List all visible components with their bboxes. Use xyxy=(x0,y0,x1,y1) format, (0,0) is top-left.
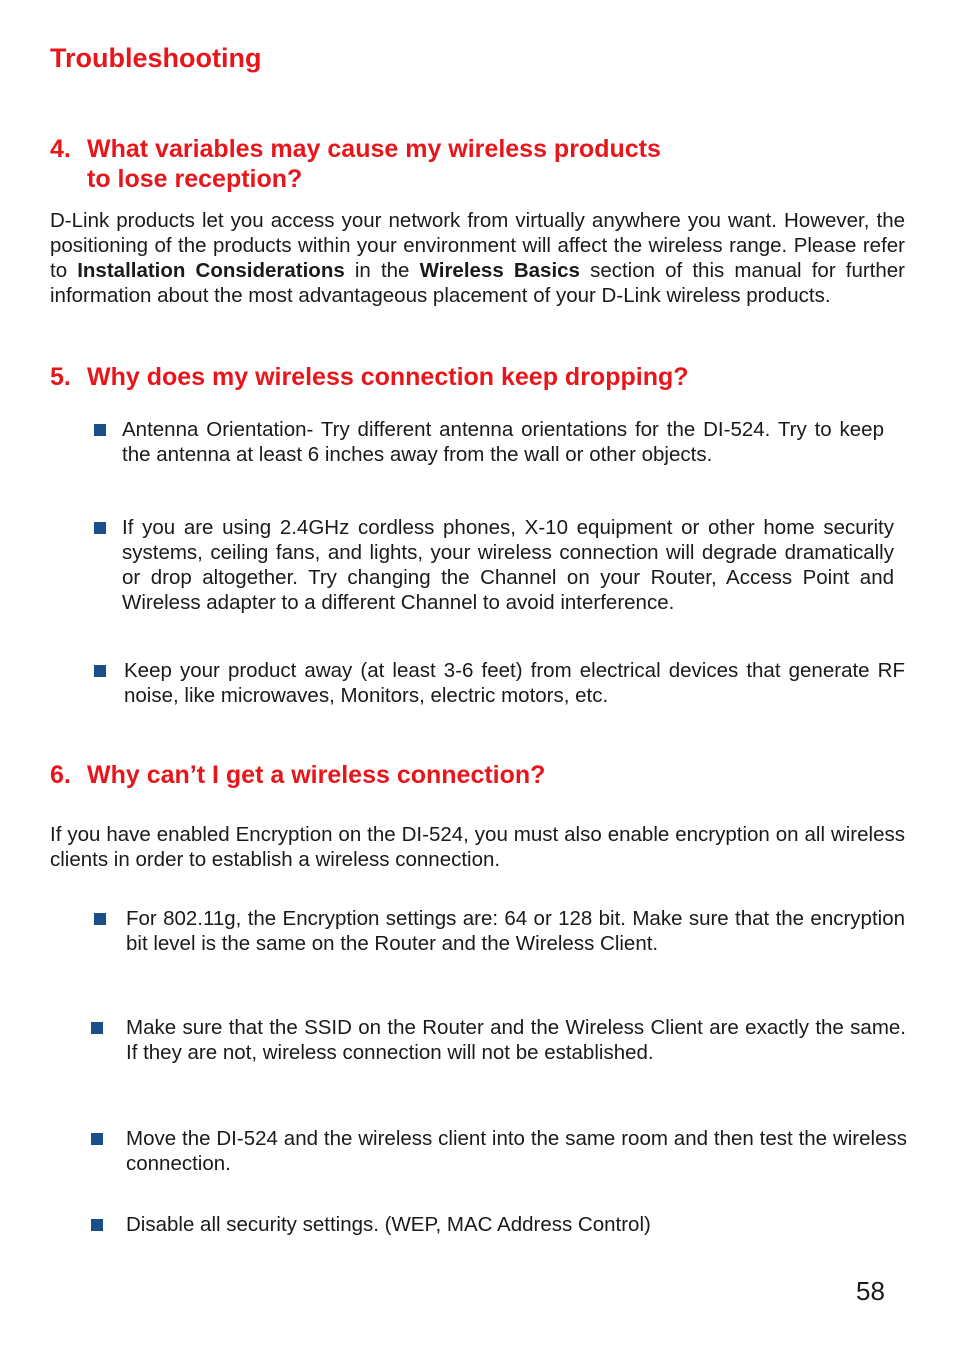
question-4-heading xyxy=(50,134,661,194)
list-item: Disable all security settings. (WEP, MAC Address Control) xyxy=(91,1212,907,1237)
question-title-line2: to lose reception? xyxy=(87,165,303,193)
list-item: Antenna Orientation- Try different antenna orientations for the DI-524. Try to keep the antenna at least 6 inches away from the wall or other objects. xyxy=(94,417,884,467)
page-number: 58 xyxy=(856,1276,885,1306)
question-title: Why can’t I get a wireless connection? xyxy=(87,761,546,789)
square-bullet-icon xyxy=(91,1219,103,1231)
square-bullet-icon xyxy=(94,424,106,436)
square-bullet-icon xyxy=(94,913,106,925)
question-number: 6. xyxy=(50,761,71,789)
list-item: Keep your product away (at least 3-6 feet) from electrical devices that generate RF noise, like microwaves, Monitors, electric motors, etc. xyxy=(94,658,905,708)
installation-considerations-ref: Installation Considerations xyxy=(77,259,345,282)
question-title: Why does my wireless connection keep dropping? xyxy=(87,363,689,391)
square-bullet-icon xyxy=(91,1133,103,1145)
section-title: Troubleshooting xyxy=(50,43,262,73)
square-bullet-icon xyxy=(94,665,106,677)
list-item: Make sure that the SSID on the Router and the Wireless Client are exactly the same. If they are not, wireless connection will not be established. xyxy=(91,1015,906,1065)
question-title-line1: What variables may cause my wireless products xyxy=(87,135,661,163)
square-bullet-icon xyxy=(91,1022,103,1034)
list-item: If you are using 2.4GHz cordless phones, X-10 equipment or other home security systems, ceiling fans, and lights, your wireless connection will degrade dramatically or drop altogether. Try changing the Channel on your Router, Access Point and Wireless adapter to a different Channel to avoid interference. xyxy=(94,515,894,615)
question-6-heading xyxy=(50,760,545,790)
list-item: Move the DI-524 and the wireless client into the same room and then test the wireless connection. xyxy=(91,1126,907,1176)
question-number: 4. xyxy=(50,135,71,163)
question-6-answer: If you have enabled Encryption on the DI-524, you must also enable encryption on all wireless clients in order to establish a wireless connection. xyxy=(50,823,905,871)
question-4-answer: D-Link products let you access your network from virtually anywhere you want. However, the positioning of the products within your environment will affect the wireless range. Please refer to Installation Considerations in the Wireless Basics section of this manual for further information about the most advantageous placement of your D-Link wireless products. xyxy=(50,209,906,307)
square-bullet-icon xyxy=(94,522,106,534)
wireless-basics-ref: Wireless Basics xyxy=(419,259,580,282)
list-item: For 802.11g, the Encryption settings are: 64 or 128 bit. Make sure that the encryption bit level is the same on the Router and the Wireless Client. xyxy=(94,906,905,956)
question-number: 5. xyxy=(50,363,71,391)
question-5-heading xyxy=(50,362,689,392)
